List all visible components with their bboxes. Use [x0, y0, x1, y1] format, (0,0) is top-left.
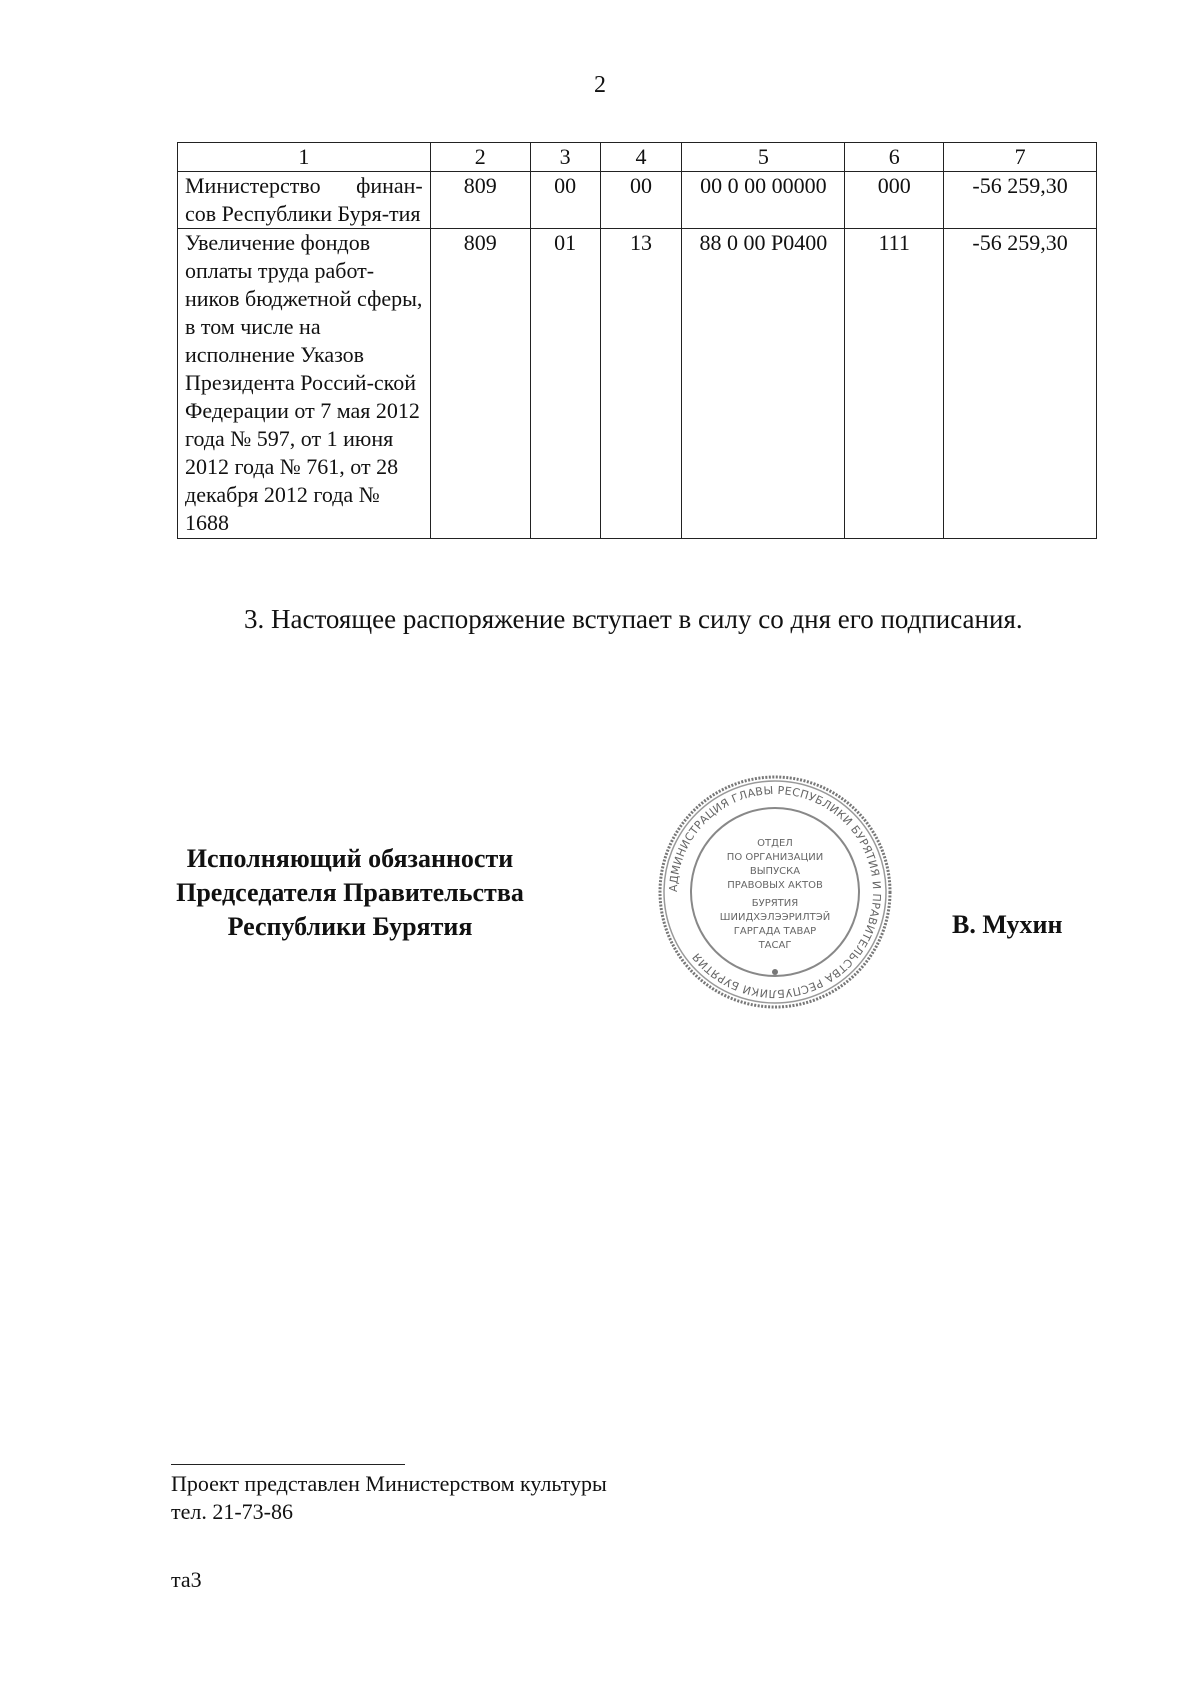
table-row — [178, 172, 1097, 229]
signatory-title-line: Исполняющий обязанности — [186, 844, 514, 873]
signatory-name: В. Мухин — [952, 910, 1063, 939]
budget-table — [177, 142, 1097, 539]
svg-text:АДМИНИСТРАЦИЯ ГЛАВЫ РЕСПУБЛИКИ: АДМИНИСТРАЦИЯ ГЛАВЫ РЕСПУБЛИКИ БУРЯТИЯ И ПРАВИТЕЛЬСТВА РЕСПУБЛИКИ БУРЯТИЯ — [666, 783, 884, 1001]
row-description: Увеличение фондов оплаты труда работ-ников бюджетной сферы, в том числе на исполнение Указов Президента Россий-ской Федерации от 7 мая 2012 года № 597, от 1 июня 2012 года № 761, от 28 декабря 2012 года № 1688 — [178, 229, 431, 539]
svg-text:ВЫПУСКА: ВЫПУСКА — [749, 866, 801, 877]
column-header: 3 — [530, 143, 600, 172]
cell-ministry-code: 809 — [430, 229, 530, 539]
svg-text:ТАСАГ: ТАСАГ — [758, 940, 792, 951]
footnote-submitter: Проект представлен Министерством культуры — [171, 1471, 607, 1496]
effective-date-paragraph: 3. Настоящее распоряжение вступает в силу со дня его подписания. — [244, 604, 1023, 634]
cell-amount: -56 259,30 — [944, 229, 1097, 539]
svg-text:ГАРГАДА ТАВАР: ГАРГАДА ТАВАР — [733, 926, 817, 937]
svg-text:БУРЯТИЯ: БУРЯТИЯ — [751, 898, 799, 909]
column-header: 5 — [682, 143, 845, 172]
cell-target-article: 00 0 00 00000 — [682, 172, 845, 229]
cell-amount: -56 259,30 — [944, 172, 1097, 229]
table-row — [178, 229, 1097, 539]
signatory-title — [160, 842, 540, 944]
footnote-divider — [171, 1464, 405, 1465]
cell-section: 00 — [530, 172, 600, 229]
cell-target-article: 88 0 00 P0400 — [682, 229, 845, 539]
svg-text:ОТДЕЛ: ОТДЕЛ — [757, 838, 793, 849]
document-code: та3 — [171, 1567, 202, 1592]
svg-text:ШИИДХЭЛЭЭРИЛТЭЙ: ШИИДХЭЛЭЭРИЛТЭЙ — [719, 912, 831, 923]
signatory-title-line: Республики Бурятия — [227, 912, 473, 941]
cell-section: 01 — [530, 229, 600, 539]
footnote-phone: тел. 21-73-86 — [171, 1499, 294, 1524]
row-description: Министерство финан-сов Республики Буря-тия — [178, 172, 431, 229]
cell-subsection: 13 — [600, 229, 682, 539]
page-number: 2 — [594, 72, 606, 98]
cell-subsection: 00 — [600, 172, 682, 229]
column-header: 7 — [944, 143, 1097, 172]
cell-ministry-code: 809 — [430, 172, 530, 229]
cell-expense-type: 111 — [845, 229, 944, 539]
signatory-title-line: Председателя Правительства — [176, 878, 524, 907]
footnote — [171, 1470, 607, 1526]
column-header: 4 — [600, 143, 682, 172]
column-header: 1 — [178, 143, 431, 172]
cell-expense-type: 000 — [845, 172, 944, 229]
column-header: 2 — [430, 143, 530, 172]
svg-text:ПО ОРГАНИЗАЦИИ: ПО ОРГАНИЗАЦИИ — [726, 852, 824, 863]
table-header-row — [178, 143, 1097, 172]
svg-text:ПРАВОВЫХ АКТОВ: ПРАВОВЫХ АКТОВ — [727, 880, 823, 891]
column-header: 6 — [845, 143, 944, 172]
official-seal-stamp — [655, 772, 895, 1012]
